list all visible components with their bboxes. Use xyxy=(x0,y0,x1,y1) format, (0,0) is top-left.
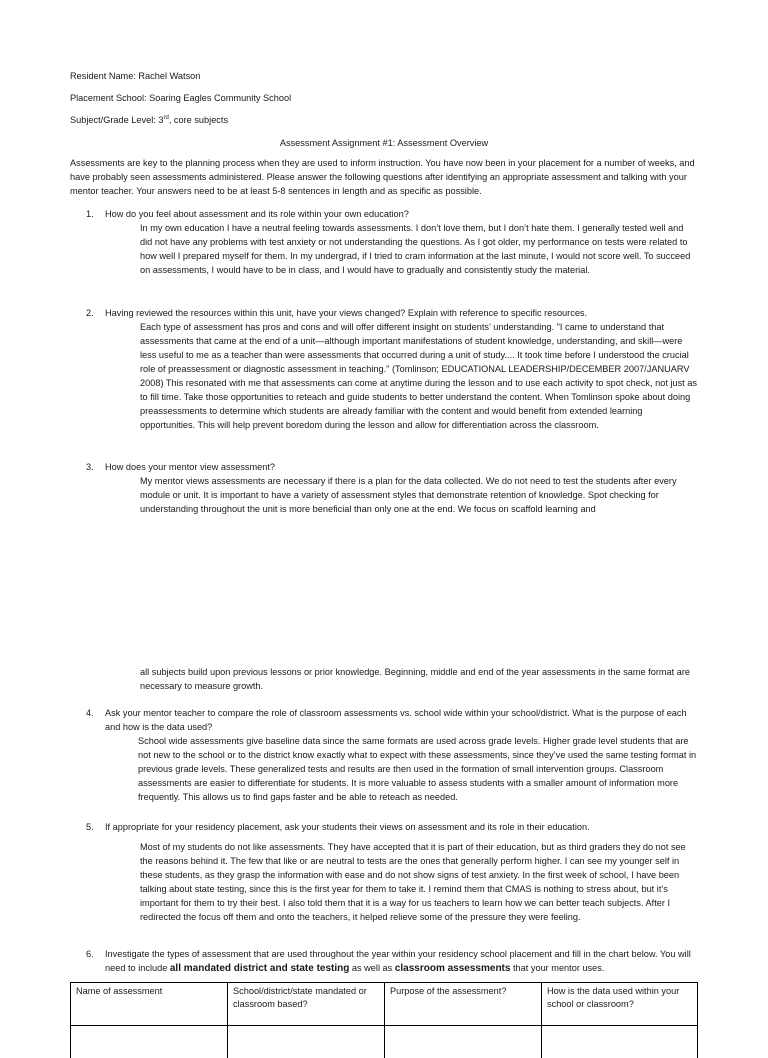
question-text xyxy=(105,947,698,976)
question-text-part: Investigate the types of assessment that are used throughout the year within your residency school placement and fill in the chart below. You will need to include xyxy=(105,949,691,973)
answer-1: In my own education I have a neutral feeling towards assessments. I don’t love them, but I don’t hate them. I generally tested well and did not have any problems with test anxiety or not understanding the questions. As I got older, my performance on tests were related to how well I prepared myself for them. In my undergrad, if I tried to cram information at the last minute, I would not score well. To succeed on assessments, I would have to be in class, and I would have to gradually and consistently study the material. xyxy=(140,221,698,277)
question-text: Having reviewed the resources within this unit, have your views changed? Explain with reference to specific resources. xyxy=(105,306,698,320)
placement-school: Placement School: Soaring Eagles Community School xyxy=(70,91,291,105)
answer-3: My mentor views assessments are necessary if there is a plan for the data collected. We do not need to test the students after every module or unit. It is important to have a variety of assessment styles that demonstrate retention of knowledge. Spot checking for understanding throughout the unit is more beneficial than only one at the end. We focus on scaffold learning and xyxy=(140,474,698,516)
answer-3-continued: all subjects build upon previous lessons or prior knowledge. Beginning, middle and end of the year assessments in the same format are necessary to measure growth. xyxy=(140,665,698,693)
subject-prefix: Subject/Grade Level: 3 xyxy=(70,115,163,125)
table-header-row xyxy=(71,983,698,1026)
intro-paragraph: Assessments are key to the planning process when they are used to inform instruction. You have now been in your placement for a number of weeks, and have probably seen assessments administered. Please answer the following questions after identifying an appropriate assessment and talking with your mentor teacher. Your answers need to be at least 5-8 sentences in length and as specific as possible. xyxy=(70,156,698,198)
question-number: 5. xyxy=(86,820,104,834)
question-3 xyxy=(86,460,698,474)
column-header-data-use: How is the data used within your school or classroom? xyxy=(542,983,698,1026)
question-2 xyxy=(86,306,698,320)
table-cell xyxy=(542,1026,698,1058)
answer-4: School wide assessments give baseline data since the same formats are used across grade levels. Higher grade level students that are not new to the school or to the district know exactly what to expect with these assessments, since they’ve used the same testing format in previous grade levels. These generalized tests and results are then used in the formation of small intervention groups. Classroom assessments are easier to differentiate for students. It is more valuable to assess students with a smaller amount of information more frequently. This allows us to find gaps faster and be able to reteach as needed. xyxy=(138,734,698,804)
question-text-part: that your mentor uses. xyxy=(510,963,604,973)
question-number: 6. xyxy=(86,947,104,961)
question-text: How do you feel about assessment and its role within your own education? xyxy=(105,207,698,221)
question-number: 3. xyxy=(86,460,104,474)
question-text-part: as well as xyxy=(349,963,394,973)
column-header-purpose: Purpose of the assessment? xyxy=(385,983,542,1026)
table-cell xyxy=(385,1026,542,1058)
column-header-name: Name of assessment xyxy=(71,983,228,1026)
question-6 xyxy=(86,947,698,976)
assessment-chart xyxy=(70,982,698,1058)
question-4 xyxy=(86,706,698,734)
table-row xyxy=(71,1026,698,1058)
question-text: How does your mentor view assessment? xyxy=(105,460,698,474)
table-cell xyxy=(71,1026,228,1058)
subject-suffix: , core subjects xyxy=(169,115,228,125)
question-text: If appropriate for your residency placement, ask your students their views on assessment and its role in their education. xyxy=(105,820,698,834)
question-number: 2. xyxy=(86,306,104,320)
table-cell xyxy=(228,1026,385,1058)
answer-5: Most of my students do not like assessments. They have accepted that it is part of their education, but as third graders they do not see the reasons behind it. The few that like or are neutral to tests are the ones that generally perform higher. I can see my younger self in these students, as they grasp the information with ease and do not show signs of test anxiety. In the first week of school, I have been talking about state testing, since this is the first year for them to take it. I remind them that CMAS is nothing to stress about, but it’s important for them to try their best. I also told them that it is a way for us teachers to learn how we can better teach subjects. After I redirected the focus off them and onto the teachers, it helped relieve some of the pressure they were feeling. xyxy=(140,840,698,924)
question-1 xyxy=(86,207,698,221)
subject-superscript: rd xyxy=(163,115,168,121)
resident-name: Resident Name: Rachel Watson xyxy=(70,69,200,83)
assignment-title: Assessment Assignment #1: Assessment Overview xyxy=(0,136,768,150)
question-5 xyxy=(86,820,698,834)
emphasis-classroom-assessments: classroom assessments xyxy=(395,963,511,974)
column-header-type: School/district/state mandated or classroom based? xyxy=(228,983,385,1026)
answer-2: Each type of assessment has pros and cons and will offer different insight on students’ understanding. "I came to understand that assessments that came at the end of a unit—although important manifestations of student knowledge, understanding, and skill—were less useful to me as a teacher than were assessments that occurred during a unit of study.... It took time before I understood the crucial role of preassessment or diagnostic assessment in teaching." (Tomlinson; EDUCATIONAL LEADERSHIP/DECEMBER 2007/JANUARV 2008) This resonated with me that assessments can come at anytime during the lesson and to use each activity to spot check, not just as to fill time. Take those opportunities to reteach and guide students to better understand the content. When Tomlinson spoke about doing preassessments to determine which students are already familiar with the content and would benefit from extended learning opportunities. This will help prevent boredom during the lesson and allow for differentiation across the classroom. xyxy=(140,320,698,432)
subject-grade-level xyxy=(70,113,228,127)
question-text: Ask your mentor teacher to compare the role of classroom assessments vs. school wide within your school/district. What is the purpose of each and how is the data used? xyxy=(105,706,698,734)
emphasis-mandated-testing: all mandated district and state testing xyxy=(170,963,349,974)
question-number: 1. xyxy=(86,207,104,221)
question-number: 4. xyxy=(86,706,104,720)
